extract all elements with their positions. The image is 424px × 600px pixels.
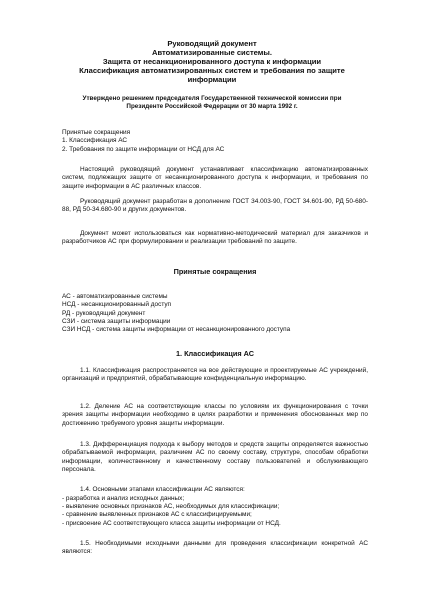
title-line: информации: [187, 74, 237, 84]
paragraph-1-1: 1.1. Классификация распространяется на все действующие и проектируемые АС учреждений, организаций и предприятий, обрабатывающие конфиденциальную информацию.: [62, 367, 368, 383]
paragraph-1-5: 1.5. Необходимыми исходными данными для проведения классификации конкретной АС являются:: [62, 540, 368, 556]
abbreviations-list: [62, 293, 368, 335]
abbreviation-item: РД - руководящий документ: [62, 309, 146, 317]
intro-paragraph-3: Документ может использоваться как нормативно-методический материал для заказчиков и разработчиков АС при формулировании и реализации требований по защите.: [62, 230, 368, 246]
list-item: - сравнение выявленных признаков АС с классифицируемыми;: [62, 511, 252, 519]
table-of-contents: [62, 129, 368, 154]
abbreviation-item: АС - автоматизированные системы: [62, 293, 168, 300]
classification-stages-list: [62, 495, 368, 528]
intro-paragraph-2: Руководящий документ разработан в дополнение ГОСТ 34.003-90, ГОСТ 34.601-90, РД 50-680-88, РД 50-34.680-90 и других документов.: [62, 198, 368, 214]
abbreviation-item: НСД - несанкционированный доступ: [62, 301, 172, 309]
title-line: Руководящий документ: [167, 39, 257, 48]
toc-item: 2. Требования по защите информации от НСД для АС: [62, 145, 225, 153]
toc-item: 1. Классификация АС: [62, 137, 128, 145]
list-item: - разработка и анализ исходных данных;: [62, 494, 185, 502]
title-line: Классификация автоматизированных систем и требования по защите: [79, 65, 345, 75]
title-line: Защита от несанкционированного доступа к информации: [102, 56, 322, 66]
document-title: [40, 40, 384, 85]
list-item: - выявление основных признаков АС, необходимых для классификации;: [62, 502, 280, 510]
abbreviations-heading: Принятые сокращения: [173, 267, 257, 276]
approval-line: Президенте Российской Федерации от 30 марта 1992 г.: [126, 103, 298, 111]
intro-paragraph-1: Настоящий руководящий документ устанавливает классификацию автоматизированных систем, подлежащих защите от несанкционированного доступа к информации, и требования по защите информации в АС различных классов.: [62, 166, 368, 190]
approval-line: Утверждено решением председателя Государственной технической комиссии при: [82, 95, 342, 102]
abbreviation-item: СЗИ - система защиты информации: [62, 318, 171, 326]
abbreviation-item: СЗИ НСД - система защиты информации от несанкционированного доступа: [62, 326, 291, 334]
approval-note: [52, 95, 372, 112]
toc-item: Принятые сокращения: [62, 129, 131, 136]
title-line: Автоматизированные системы.: [151, 47, 272, 57]
paragraph-1-4-intro: 1.4. Основными этапами классификации АС являются:: [80, 486, 245, 493]
section-1-heading: 1. Классификация АС: [175, 349, 255, 358]
paragraph-1-2: 1.2. Деление АС на соответствующие классы по условиям их функционирования с точки зрения защиты информации необходимо в целях разработки и применения обоснованных мер по достижению требуемого уровня защиты информации.: [62, 403, 368, 427]
paragraph-1-3: 1.3. Дифференциация подхода к выбору методов и средств защиты определяется важностью обрабатываемой информации, различием АС по своему составу, структуре, способам обработки информации, количественному и качественному составу пользователей и обслуживающего персонала.: [62, 441, 368, 474]
list-item: - присвоение АС соответствующего класса защиты информации от НСД.: [62, 519, 281, 527]
